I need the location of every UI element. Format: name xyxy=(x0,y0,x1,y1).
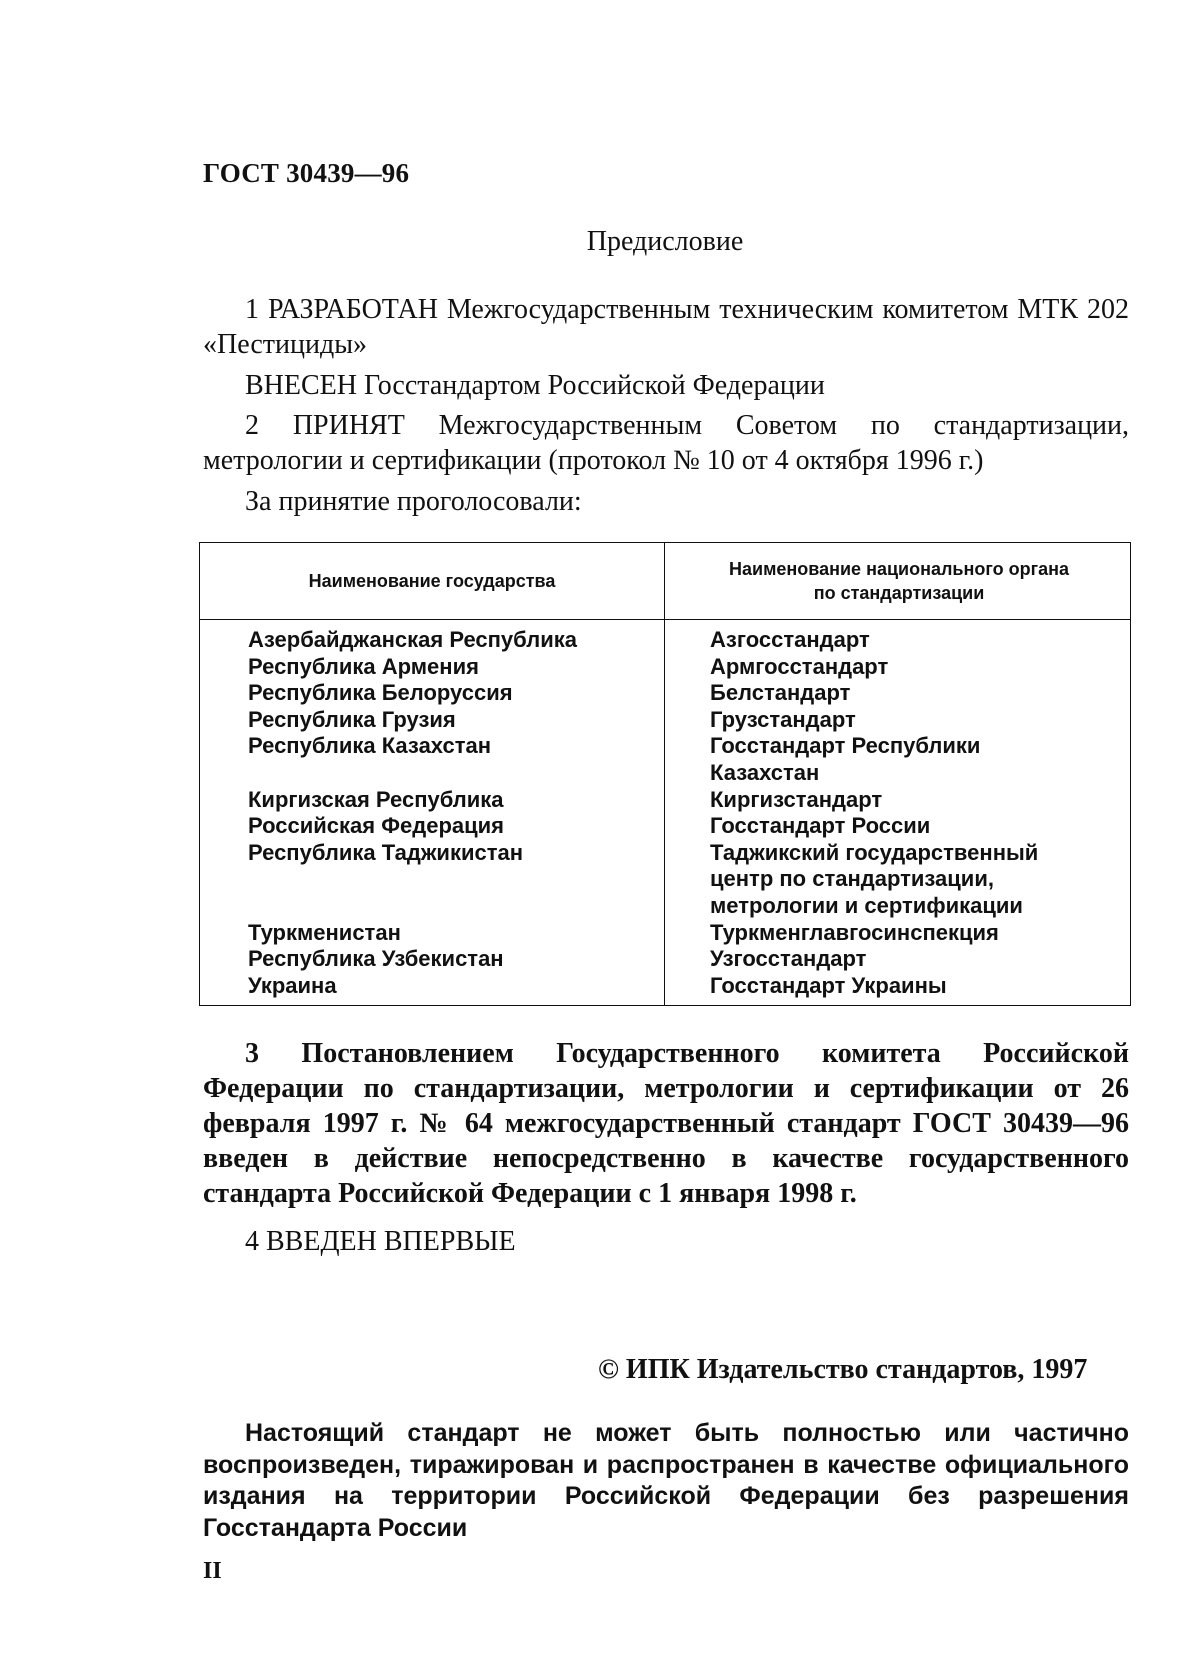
table-cell-body: Узгосстандарт xyxy=(710,946,867,972)
table-header-divider xyxy=(200,619,1130,620)
table-header-state: Наименование государства xyxy=(308,571,556,591)
item-2-text: Межгосударственным Советом по стандартизации, метрологии и сертификации (протокол № 10 от 4 октября 1996 г.) xyxy=(203,410,1130,476)
table-header-body xyxy=(666,543,1132,619)
table-cell-body: метрологии и сертификации xyxy=(710,892,1023,918)
table-header-body-line1: Наименование национального органа xyxy=(729,559,1069,579)
table-cell-state: Республика Казахстан xyxy=(248,733,492,759)
table-cell-body: Таджикский государственный xyxy=(710,839,1039,865)
item-1-text: Межгосударственным техническим комитетом МТК 202 «Пестициды» xyxy=(203,294,1129,360)
table-cell-body: Туркменглавгосинспекция xyxy=(710,919,999,945)
item-1-submitted-text: Госстандартом Российской Федерации xyxy=(364,370,825,401)
item-4: 4 ВВЕДЕН ВПЕРВЫЕ xyxy=(245,1226,516,1257)
item-1-submitted-keyword: ВНЕСЕН xyxy=(245,370,357,401)
table-cell-state: Республика Узбекистан xyxy=(248,946,504,972)
table-cell-state: Республика Армения xyxy=(248,653,479,679)
item-1-keyword: РАЗРАБОТАН xyxy=(267,294,438,325)
item-2-number: 2 xyxy=(245,410,259,441)
item-2 xyxy=(203,408,1129,478)
table-cell-body: Киргизстандарт xyxy=(710,786,883,812)
table-cell-body: Госстандарт России xyxy=(710,813,931,839)
item-2-keyword: ПРИНЯТ xyxy=(292,410,405,441)
table-cell-body: центр по стандартизации, xyxy=(710,866,994,892)
page-number: II xyxy=(203,1558,222,1584)
table-cell-state: Республика Таджикистан xyxy=(248,839,524,865)
vote-caption: За принятие проголосовали: xyxy=(245,486,582,517)
reproduction-notice: Настоящий стандарт не может быть полностью или частично воспроизведен, тиражирован и распространен в качестве официального издания на территории Российской Федерации без разрешения Госстандарта России xyxy=(203,1419,1129,1542)
table-cell-state: Азербайджанская Республика xyxy=(248,627,577,652)
table-cell-state: Российская Федерация xyxy=(248,813,504,839)
table-cell-state: Республика Грузия xyxy=(248,706,456,732)
page-title: Предисловие xyxy=(586,226,744,257)
table-cell-state: Украина xyxy=(248,972,337,998)
table-cell-body: Белстандарт xyxy=(710,680,851,706)
table-cell-body: Казахстан xyxy=(710,759,820,785)
bodies-column xyxy=(710,627,1120,999)
document-id: ГОСТ 30439—96 xyxy=(203,158,410,188)
table-column-divider xyxy=(664,543,665,1005)
table-cell-body: Азгосстандарт xyxy=(710,627,870,652)
table-cell-state: Киргизская Республика xyxy=(248,786,504,812)
table-cell-body: Армгосстандарт xyxy=(710,653,889,679)
copyright: © ИПК Издательство стандартов, 1997 xyxy=(598,1354,1088,1385)
states-column xyxy=(248,627,648,999)
item-1 xyxy=(203,292,1129,362)
item-3: 3 Постановлением Государственного комитета Российской Федерации по стандартизации, метрологии и сертификации от 26 февраля 1997 г. № 64 межгосударственный стандарт ГОСТ 30439—96 введен в действие непосредственно в качестве государственного стандарта Российской Федерации с 1 января 1998 г. xyxy=(203,1038,1129,1209)
item-1-submitted xyxy=(203,368,1129,403)
table-header-body-line2: по стандартизации xyxy=(813,583,985,603)
table-cell-body: Госстандарт Украины xyxy=(710,972,947,998)
table-cell-state: Республика Белоруссия xyxy=(248,680,513,706)
table-cell-body: Госстандарт Республики xyxy=(710,733,981,759)
item-1-number: 1 xyxy=(245,294,259,325)
voting-table xyxy=(199,542,1131,1006)
table-cell-body: Грузстандарт xyxy=(710,706,856,732)
table-cell-state: Туркменистан xyxy=(248,919,401,945)
